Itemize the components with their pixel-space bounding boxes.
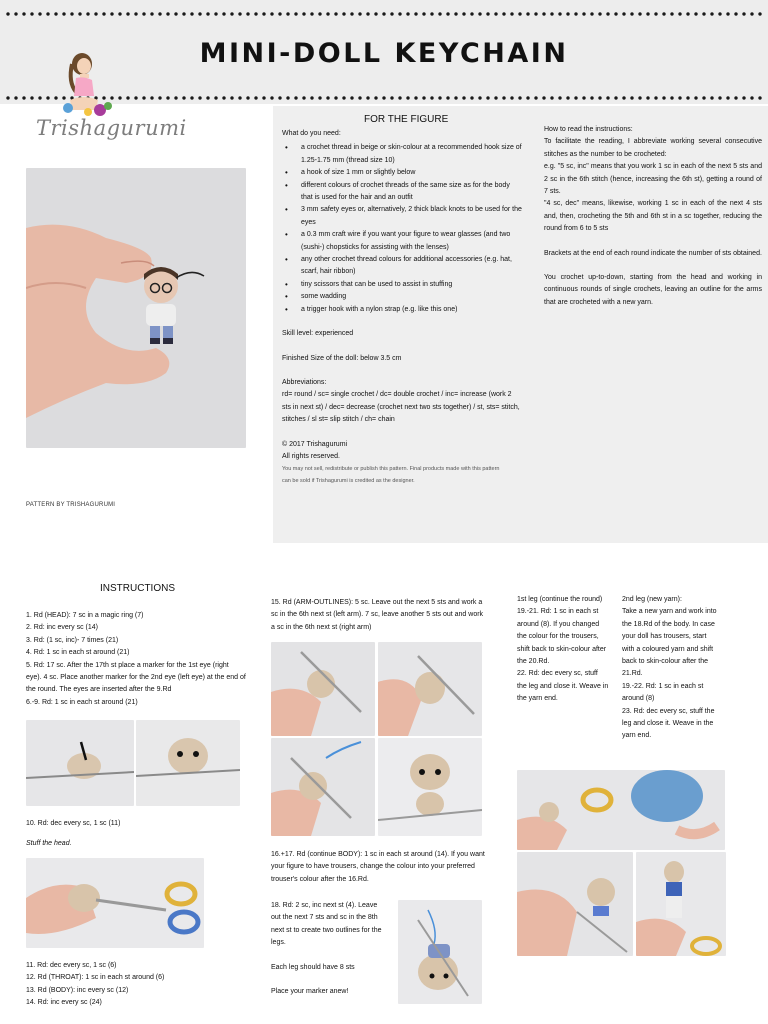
instructions-row-15 [271,597,485,634]
logo-figure-icon [56,48,118,120]
abbreviations-text: rd= round / sc= single crochet / dc= double crochet / inc= increase (work 2 sts in next st) / dec= decrease (crochet next two sts together) / st, sts= stitch, stitches / sl st= slip stitch / ch= chain [282,391,520,424]
main-photo-hand-holding-doll [26,168,246,448]
leg1-heading: 1st leg (continue the round) [517,596,603,603]
instruction-row: 4. Rd: 1 sc in each st around (21) [26,649,130,657]
howto-paragraph: You crochet up-to-down, starting from the head and working in continuous rounds of single crochets, leaving an outline for the arms that are crocheted with a new yarn. [544,274,762,306]
instruction-row: 23. Rd: dec every sc, stuff the leg and close it. Weave in the yarn end. [622,707,715,740]
finished-size: Finished Size of the doll: below 3.5 cm [282,354,402,362]
instruction-row: 11. Rd: dec every sc, 1 sc (6) [26,962,117,969]
photo-arm-outline-2 [378,642,482,736]
photo-leg-closing [517,852,633,956]
marker-note: Place your marker anew! [271,988,349,996]
skill-level: Skill level: experienced [282,330,354,338]
abbreviations-heading: Abbreviations: [282,378,327,386]
materials-item: • a crochet thread in beige or skin-colour at a recommended hook size of 1.25-1.75 mm (thread size 10) [282,142,522,167]
dotted-divider-top [4,12,764,16]
instruction-row: 19.-22. Rd: 1 sc in each st around (8) [622,682,704,703]
instruction-row: 3. Rd: (1 sc, inc)- 7 times (21) [26,636,119,644]
instruction-row: Take a new yarn and work into the 18.Rd of the body. In case your doll has trousers, start with a coloured yarn and shift back to skin-colour after the 21.Rd. [622,608,717,678]
photo-arm-outline-3 [271,738,375,836]
photo-legs-outline [398,900,482,1004]
instruction-row: 10. Rd: dec every sc, 1 sc (11) [26,820,121,827]
instruction-row: 19.-21. Rd: 1 sc in each st around (8). If you changed the colour for the trousers, shift back to skin-colour after the 20.Rd. [517,608,607,666]
each-leg-note: Each leg should have 8 sts [271,963,355,971]
photo-head-with-eyes [136,720,240,806]
materials-item: • a hook of size 1 mm or slightly below [282,167,522,179]
rights-reserved: All rights reserved. [282,452,340,460]
instructions-rows-head [26,610,246,709]
instruction-row: 16.+17. Rd (continue BODY): 1 sc in each st around (14). If you want your figure to have trousers, change the colour into your preferred trouser's colour after the 16.Rd. [271,851,485,883]
photo-legs-with-scissors [517,770,725,850]
pattern-by-line: PATTERN BY TRISHAGURUMI [26,502,116,508]
materials-item: • different colours of crochet threads of the same size as for the body that is used for the hair and an outfit [282,180,522,205]
dotted-divider-bottom [4,96,764,100]
howto-heading: How to read the instructions: [544,126,633,133]
instructions-row-10 [26,818,246,851]
how-to-read [544,124,762,309]
instructions-row-16 [271,849,485,886]
stuff-note: Stuff the head. [26,840,72,848]
instruction-row: 18. Rd: 2 sc, inc next st (4). Leave out the next 7 sts and sc in the 8th next st to create two outlines for the legs. [271,902,382,947]
instruction-row: 13. Rd (BODY): inc every sc (12) [26,986,129,994]
materials-item: • tiny scissors that can be used to assist in stuffing [282,279,522,291]
instructions-row-18 [271,900,385,998]
second-leg-instructions [622,594,718,743]
materials-item: • any other crochet thread colours for additional accessories (e.g. hat, scarf, hair ribbon) [282,254,522,279]
page-title: MINI-DOLL KEYCHAIN [199,38,569,69]
copyright: © 2017 Trishagurumi [282,440,348,448]
howto-paragraph: Brackets at the end of each round indicate the number of sts obtained. [544,249,762,257]
figure-section-title: FOR THE FIGURE [364,114,449,125]
materials-item: • a 0.3 mm craft wire if you want your figure to wear glasses (and two (sushi-) chopsticks for assisting with the lenses) [282,229,522,254]
logo-text: Trishagurumi [36,116,187,140]
instruction-row: 22. Rd: dec every sc, stuff the leg and close it. Weave in the yarn end. [517,670,609,703]
photo-arm-outline-1 [271,642,375,736]
howto-paragraph: e.g. "5 sc, inc" means that you work 1 sc in each of the next 5 sts and 2 sc in the 6th stitch (hence, increasing the 6th st), getting a round of 7 sts. [544,163,762,196]
instruction-row: 12. Rd (THROAT): 1 sc in each st around (6) [26,974,165,982]
instructions-title: INSTRUCTIONS [100,583,175,594]
instruction-row: 6.-9. Rd: 1 sc in each st around (21) [26,698,138,706]
figure-requirements [282,128,522,487]
disclaimer-line-1: You may not sell, redistribute or publish this pattern. Final products made with this pattern [282,466,500,473]
instruction-row: 2. Rd: inc every sc (14) [26,624,98,632]
materials-item: • some wadding [282,291,522,303]
instruction-row: 1. Rd (HEAD): 7 sc in a magic ring (7) [26,612,144,619]
instruction-row: 14. Rd: inc every sc (24) [26,999,102,1007]
photo-head-with-marker [26,720,134,806]
instruction-row: 5. Rd: 17 sc. After the 17th st place a marker for the 1st eye (right eye). 4 sc. Place another marker for the 2nd eye (left eye) at the end of the round. The eyes are inserted after the 9.Rd [26,661,246,694]
instruction-row: 15. Rd (ARM-OUTLINES): 5 sc. Leave out the next 5 sts and work a sc in the 6th next st (left arm). 7 sc, leave another 5 sts out and work a sc in the 6th next st (right arm) [271,599,484,631]
instructions-rows-body [26,960,246,1010]
howto-paragraph: "4 sc, dec" means, likewise, working 1 sc in each of the next 4 sts and, then, crocheting the 5th and 6th st in a sc together, reducing the round from 6 to 5 sts [544,200,762,233]
materials-item: • a trigger hook with a nylon strap (e.g. like this one) [282,304,522,316]
disclaimer-line-2: can be sold if Trishagurumi is credited as the designer. [282,478,415,485]
materials-list [282,142,522,316]
need-heading: What do you need: [282,130,341,137]
leg2-heading: 2nd leg (new yarn): [622,596,682,603]
howto-paragraph: To facilitate the reading, I abbreviate working several consecutive stitches as the number to be crocheted: [544,138,762,158]
photo-stuffing-with-scissors [26,858,204,948]
first-leg-instructions [517,594,609,706]
photo-finished-legs [636,852,726,956]
materials-item: • 3 mm safety eyes or, alternatively, 2 thick black knots to be used for the eyes [282,204,522,229]
photo-arm-outline-4 [378,738,482,836]
